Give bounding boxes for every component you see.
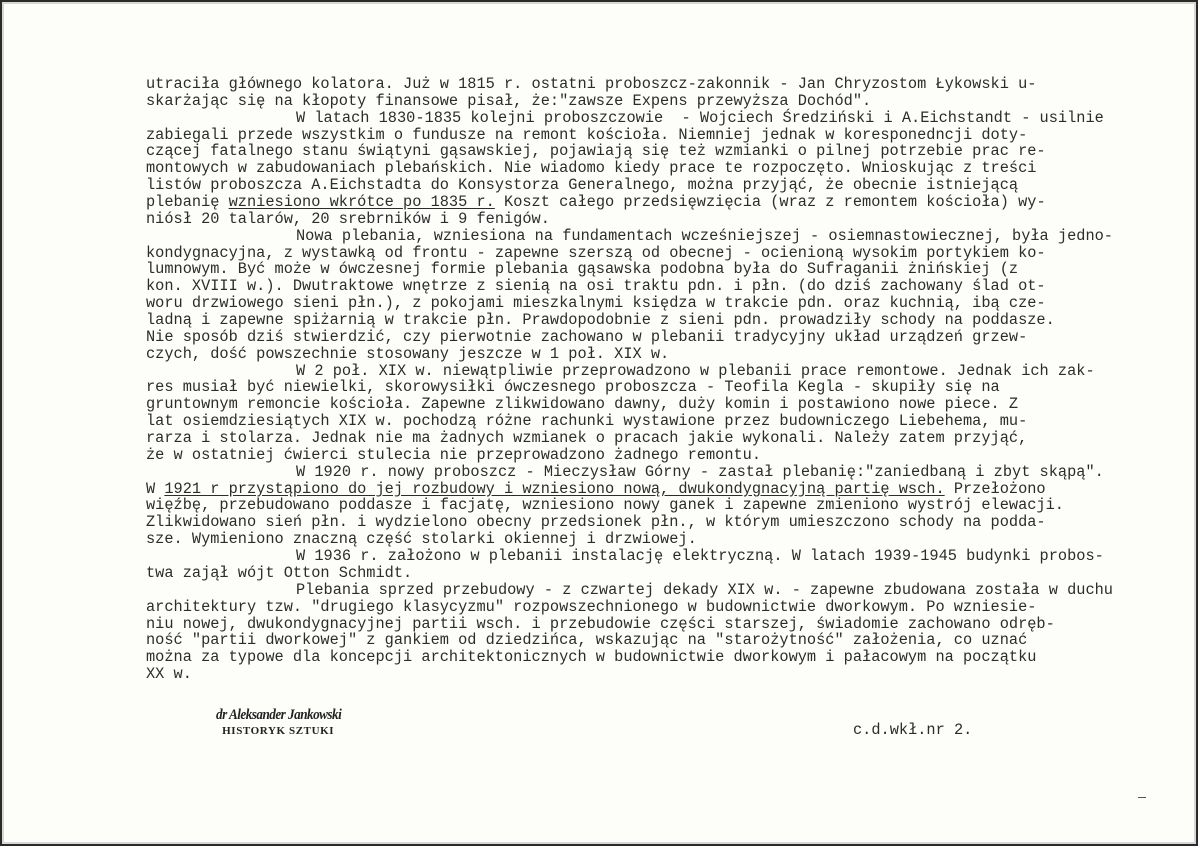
text-segment: architektury tzw. "drugiego klasycyzmu" rozpowszechnionego w budownictwie dworkowym. Po wzniesie- — [146, 597, 1037, 616]
text-line — [146, 295, 1146, 312]
text-segment: twa zajął wójt Otton Schmidt. — [146, 563, 413, 582]
text-line — [146, 194, 1146, 211]
text-segment: lat osiemdziesiątych XIX w. pochodzą różne rachunki wystawione przez budowniczego Liebehema, mu- — [146, 412, 1028, 431]
text-segment: lumnowym. Być może w ówczesnej formie plebania gąsawska podobna była do Sufraganii żnińskiej (z — [146, 260, 1019, 279]
text-line — [146, 261, 1146, 278]
text-line — [146, 329, 1146, 346]
text-segment: montowych w zabudowaniach plebańskich. Nie wiadomo kiedy prace te rozpoczęto. Wnioskując z treści — [146, 159, 1037, 178]
text-segment: ność "partii dworkowej" z gankiem od dziedzińca, wskazując na "starożytność" założenia, co uznać — [146, 631, 1028, 650]
text-line — [146, 649, 1146, 666]
text-line — [146, 245, 1146, 262]
text-line — [146, 127, 1146, 144]
text-segment: sze. Wymieniono znaczną część stolarki okiennej i drzwiowej. — [146, 530, 697, 549]
text-segment: XX w. — [146, 665, 192, 684]
text-segment: że w ostatniej ćwierci stulecia nie przeprowadzono żadnego remontu. — [146, 445, 762, 464]
text-line — [146, 143, 1146, 160]
text-segment: zabiegali przede wszystkim o fundusze na remont kościoła. Niemniej jednak w koresponedncji doty- — [146, 125, 1028, 144]
text-line — [146, 76, 1146, 93]
text-line — [146, 177, 1146, 194]
text-line — [146, 514, 1146, 531]
text-line — [146, 430, 1146, 447]
text-line — [146, 548, 1146, 565]
text-line — [146, 464, 1146, 481]
text-line — [146, 211, 1146, 228]
text-line — [146, 616, 1146, 633]
text-segment: woru drzwiowego sieni płn.), z pokojami mieszkalnymi księdza w trakcie pdn. oraz kuchnią, ibą cze- — [146, 294, 1046, 313]
underlined-text: 1921 r przystąpiono do jej rozbudowy i wzniesiono nową, dwukondygnacyjną partię wsch. — [164, 479, 945, 498]
text-line — [146, 160, 1146, 177]
underlined-text: wzniesiono wkrótce po 1835 r. — [228, 193, 495, 212]
stamp-title: HISTORYK SZTUKI — [222, 725, 335, 737]
text-segment: kon. XVIII w.). Dwutraktowe wnętrze z sienią na osi traktu pdn. i płn. (do dziś zachowany ślad ot- — [146, 277, 1046, 296]
text-line — [146, 632, 1146, 649]
text-segment: niósł 20 talarów, 20 srebrników i 9 fenigów. — [146, 209, 550, 228]
text-segment: Koszt całego przedsięwzięcia (wraz z remontem kościoła) wy- — [494, 193, 1046, 212]
text-line — [146, 396, 1146, 413]
text-segment: plebanię — [146, 193, 229, 212]
text-segment: ladną i zapewne spiżarnią w trakcie płn. Prawdopodobnie z sieni pdn. prowadziły schody na poddasze. — [146, 311, 1055, 330]
text-segment: można za typowe dla koncepcji architektonicznych w budownictwie dworkowym i pałacowym na początku — [146, 648, 1037, 667]
text-line — [146, 531, 1146, 548]
stamp-name: dr Aleksander Jankowski — [216, 707, 342, 723]
text-line — [146, 363, 1146, 380]
text-segment: listów proboszcza A.Eichstadta do Konsystorza Generalnego, można przyjąć, że obecnie istniejącą — [146, 176, 1019, 195]
text-line — [146, 278, 1146, 295]
text-segment: niu nowej, dwukondygnacyjnej partii wsch. i przebudowie części starszej, świadomie zachowano odręb- — [146, 614, 1055, 633]
text-line — [146, 312, 1146, 329]
text-segment: czącej fatalnego stanu świątyni gąsawskiej, pojawiają się też wzmianki o pilnej potrzebie prac re- — [146, 142, 1046, 161]
text-segment: utraciła głównego kolatora. Już w 1815 r. ostatni proboszcz-zakonnik - Jan Chryzostom Łykowski u- — [146, 75, 1037, 93]
text-segment: gruntownym remoncie kościoła. Zapewne zlikwidowano dawny, duży komin i postawiono nowe piece. Z — [146, 395, 1019, 414]
text-line — [146, 497, 1146, 514]
text-line — [146, 666, 1146, 683]
text-segment: Nie sposób dziś stwierdzić, czy pierwotnie zachowano w plebanii tradycyjny układ urządzeń grzew- — [146, 327, 1028, 346]
text-segment: skarżając się na kłopoty finansowe pisał, że:"zawsze Expens przewyższa Dochód". — [146, 91, 872, 110]
text-line — [146, 110, 1146, 127]
text-line — [146, 565, 1146, 582]
scan-mark — [1138, 797, 1146, 798]
text-segment: rarza i stolarza. Jednak nie ma żadnych wzmianek o pracach jakie wykonali. Należy zatem przyjąć, — [146, 429, 1028, 448]
text-line — [146, 481, 1146, 498]
text-segment: W — [146, 479, 165, 498]
text-segment: res musiał być niewielki, skorowysiłki ówczesnego proboszcza - Teofila Kegla - skupiły się na — [146, 378, 1000, 397]
text-segment: W latach 1830-1835 kolejni proboszczowie - Wojciech Średziński i A.Eichstandt - usilnie — [296, 108, 1104, 127]
continuation-reference: c.d.wkł.nr 2. — [853, 721, 973, 739]
document-body — [146, 76, 1146, 683]
text-line — [146, 228, 1146, 245]
text-segment: czych, dość powszechnie stosowany jeszcze w 1 poł. XIX w. — [146, 344, 670, 363]
text-segment: Nowa plebania, wzniesiona na fundamentach wcześniejszej - osiemnastowiecznej, była jedno- — [296, 226, 1113, 245]
text-line — [146, 379, 1146, 396]
text-segment: W 1920 r. nowy proboszcz - Mieczysław Górny - zastał plebanię:"zaniedbaną i zbyt skąpą". — [296, 462, 1104, 481]
text-segment: Przełożono — [944, 479, 1046, 498]
text-segment: więźbę, przebudowano poddasze i facjatę, wzniesiono nowy ganek i zapewne zmieniono wystrój elewacji. — [146, 496, 1064, 515]
text-line — [146, 93, 1146, 110]
text-line — [146, 447, 1146, 464]
text-segment: Zlikwidowano sień płn. i wydzielono obecny przedsionek płn., w którym umieszczono schody na podda- — [146, 513, 1046, 532]
author-stamp — [216, 707, 358, 737]
text-segment: W 1936 r. założono w plebanii instalację elektryczną. W latach 1939-1945 budynki probos- — [296, 547, 1104, 566]
text-segment: Plebania sprzed przebudowy - z czwartej dekady XIX w. - zapewne zbudowana została w duchu — [296, 580, 1113, 599]
text-line — [146, 599, 1146, 616]
text-segment: kondygnacyjna, z wystawką od frontu - zapewne szerszą od obecnej - ocienioną wysokim portykiem ko- — [146, 243, 1046, 262]
text-line — [146, 413, 1146, 430]
text-line — [146, 582, 1146, 599]
text-line — [146, 346, 1146, 363]
text-segment: W 2 poł. XIX w. niewątpliwie przeprowadzono w plebanii prace remontowe. Jednak ich zak- — [296, 361, 1095, 380]
